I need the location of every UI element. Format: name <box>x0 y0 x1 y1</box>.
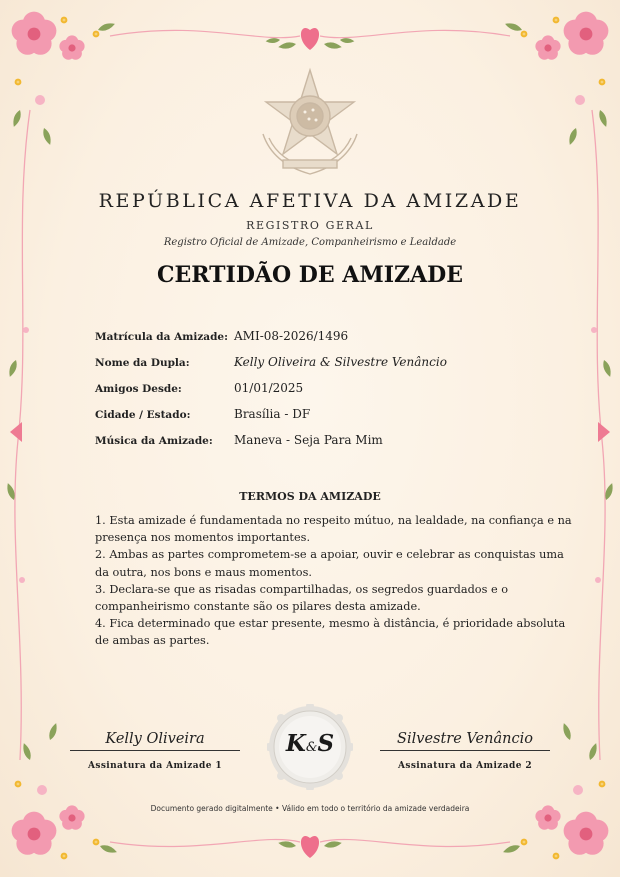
registry-subheading: REGISTRO GERAL <box>246 219 374 232</box>
seal-letter-left: K <box>285 730 306 757</box>
republic-heading: REPÚBLICA AFETIVA DA AMIZADE <box>98 190 522 212</box>
signature-block-1 <box>69 728 241 771</box>
term-item: 2. Ambas as partes comprometem-se a apoiar, ouvir e celebrar as conquistas uma da outra, nos bons e maus momentos. <box>95 548 564 579</box>
footer-note: Documento gerado digitalmente • Válido em todo o território da amizade verdadeira <box>150 804 470 813</box>
field-value: AMI-08-2026/1496 <box>234 329 349 343</box>
signature-script: Silvestre Venâncio <box>397 731 533 747</box>
seal-ampersand: & <box>305 740 318 755</box>
field-registration <box>95 329 535 355</box>
field-city-state <box>95 407 535 433</box>
field-label: Matrícula da Amizade: <box>95 331 228 343</box>
field-label: Cidade / Estado: <box>95 409 191 421</box>
coat-of-arms-emblem <box>253 64 367 182</box>
signature-line <box>380 750 550 751</box>
field-value: 01/01/2025 <box>234 381 304 395</box>
seal-monogram <box>267 730 353 757</box>
certificate-title: CERTIDÃO DE AMIZADE <box>156 262 463 288</box>
signature-script: Kelly Oliveira <box>105 731 205 747</box>
signature-line <box>70 750 240 751</box>
certificate-fields <box>95 329 535 459</box>
seal-letter-right: S <box>317 730 335 757</box>
field-friends-since <box>95 381 535 407</box>
terms-heading: TERMOS DA AMIZADE <box>239 490 381 503</box>
field-label: Música da Amizade: <box>95 435 213 447</box>
terms-list <box>95 512 575 650</box>
field-value: Maneva - Seja Para Mim <box>234 433 383 447</box>
field-value: Brasília - DF <box>234 407 311 421</box>
term-item: 3. Declara-se que as risadas compartilhadas, os segredos guardados e o companheirismo constante são os pilares desta amizade. <box>95 582 509 614</box>
signature-caption: Assinatura da Amizade 2 <box>397 761 533 771</box>
field-friendship-song <box>95 433 535 459</box>
signature-caption: Assinatura da Amizade 1 <box>87 761 223 771</box>
term-item: 4. Fica determinado que estar presente, mesmo à distância, é prioridade absoluta de ambas as partes. <box>95 617 566 648</box>
term-item: 1. Esta amizade é fundamentada no respeito mútuo, na lealdade, na confiança e na presença nos momentos importantes. <box>95 514 572 545</box>
field-pair-name <box>95 355 535 381</box>
field-value: Kelly Oliveira & Silvestre Venâncio <box>234 355 447 369</box>
registry-subtitle: Registro Oficial de Amizade, Companheirismo e Lealdade <box>163 237 457 248</box>
signature-block-2 <box>379 728 551 771</box>
field-label: Amigos Desde: <box>95 383 182 395</box>
field-label: Nome da Dupla: <box>95 357 190 369</box>
